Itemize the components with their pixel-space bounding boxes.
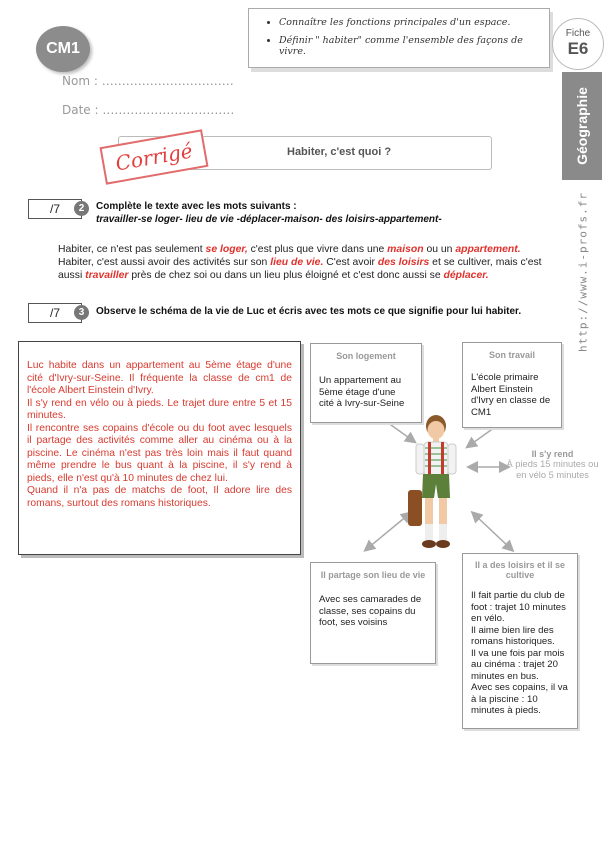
- answer-2: maison: [387, 244, 424, 255]
- box-travail: [462, 342, 562, 428]
- answer-5: des loisirs: [377, 257, 430, 268]
- answer-4: lieu de vie.: [270, 257, 324, 268]
- answer-3: appartement.: [455, 244, 521, 255]
- loisirs-item: Il va une fois par mois au cinéma : trajet 20 minutes en bus.: [471, 647, 565, 682]
- story-paragraph-1: Luc habite dans un appartement au 5ème étage d'une cité d'Ivry-sur-Seine. Il fréquente la classe de cm1 de l'école Albert Einstein d'Ivry.: [27, 360, 292, 396]
- partage-title: Il partage son lieu de vie: [320, 570, 426, 580]
- level-badge: CM1: [36, 26, 90, 72]
- rend-label: [505, 449, 600, 481]
- story-paragraph-3: Il rencontre ses copains d'école ou du foot avec lesquels il partage des activités comme aller au cinéma ou à la piscine. Le cinéma n'est pas très loin mais il faut quand même prendre le bus quant à la piscine, il s'y rend à pieds, elle n'est qu'à 10 minutes de chez lui.: [27, 422, 292, 484]
- box-loisirs: [462, 553, 578, 729]
- fiche-code: E6: [567, 39, 589, 58]
- corrige-stamp: Corrigé: [99, 129, 208, 184]
- arrow-partage: [368, 515, 408, 548]
- loisirs-item: Il aime bien lire des romans historiques.: [471, 624, 555, 647]
- ex2-paragraph: [58, 243, 553, 282]
- date-line: [62, 103, 234, 117]
- story-paragraph-4: Quand il n'a pas de matchs de foot, Il adore lire des romans, surtout des romans historiques.: [27, 485, 292, 509]
- text-s2a: Habiter, c'est aussi avoir des activités sur son: [58, 257, 271, 268]
- name-line: [62, 74, 234, 88]
- answer-6: travailler: [85, 270, 129, 281]
- objectives-box: [248, 8, 550, 68]
- ex2-score-box[interactable]: /7: [28, 199, 82, 219]
- ex2-instruction: Complète le texte avec les mots suivants :: [96, 201, 297, 212]
- subject-tab: [562, 72, 602, 180]
- name-label: Nom :: [62, 74, 98, 88]
- loisirs-text: [471, 590, 569, 717]
- ex3-instruction: Observe le schéma de la vie de Luc et écris avec tes mots ce que signifie pour lui habiter.: [96, 306, 522, 317]
- ex2-number-icon: 2: [74, 201, 89, 216]
- subject-label: Géographie: [574, 87, 590, 165]
- boy-illustration: [408, 412, 464, 554]
- text-s2c: et se cultiver, mais c'est aussi: [58, 257, 542, 281]
- fiche-label: Fiche: [565, 28, 591, 39]
- ex3-score-box[interactable]: /7: [28, 303, 82, 323]
- arrow-loisirs: [475, 515, 510, 548]
- name-dots[interactable]: ……………………………: [101, 74, 234, 88]
- fiche-badge: [552, 18, 604, 70]
- text-s1a: Habiter, ce n'est pas seulement: [58, 244, 206, 255]
- text-s1b: c'est plus que vivre dans une: [247, 244, 388, 255]
- story-box: [18, 341, 301, 555]
- answer-1: se loger,: [205, 244, 248, 255]
- logement-title: Son logement: [336, 351, 396, 361]
- loisirs-title: Il a des loisirs et il se cultive: [474, 560, 566, 580]
- text-s1c: ou un: [423, 244, 456, 255]
- date-dots[interactable]: ……………………………: [102, 103, 235, 117]
- text-s2b: C'est avoir: [323, 257, 378, 268]
- text-s2d: près de chez soi ou dans un lieu plus éloigné et c'est donc aussi se: [128, 270, 444, 281]
- ex2-words: travailler-se loger- lieu de vie -déplacer-maison- des loisirs-appartement-: [96, 214, 442, 225]
- page-title: Habiter, c'est quoi ?: [287, 146, 392, 158]
- rend-text: À pieds 15 minutes ou en vélo 5 minutes: [506, 459, 599, 480]
- rend-title: Il s'y rend: [531, 449, 574, 459]
- ex3-number-icon: 3: [74, 305, 89, 320]
- box-logement: [310, 343, 422, 423]
- logement-text: Un appartement au 5ème étage d'une cité à Ivry-sur-Seine: [319, 375, 405, 409]
- loisirs-item: Il fait partie du club de foot : trajet 10 minutes en vélo.: [471, 590, 566, 624]
- partage-text: Avec ses camarades de classe, ses copains du foot, ses voisins: [319, 594, 422, 628]
- objective-1: • Connaître les fonctions principales d'un espace.: [279, 17, 549, 28]
- date-label: Date :: [62, 103, 99, 117]
- travail-title: Son travail: [488, 350, 535, 360]
- answer-7: déplacer.: [443, 270, 489, 281]
- website-text[interactable]: http://www.i-profs.fr: [576, 191, 590, 353]
- objective-2: • Définir " habiter" comme l'ensemble des façons de vivre.: [279, 35, 549, 57]
- loisirs-item: Avec ses copains, il va à la piscine : 10 minutes à pieds.: [471, 682, 568, 716]
- story-paragraph-2: Il s'y rend en vélo ou à pieds. Le trajet dure entre 5 et 15 minutes.: [27, 397, 292, 421]
- box-partage: [310, 562, 436, 664]
- travail-text: L'école primaire Albert Einstein d'Ivry en classe de CM1: [471, 372, 551, 418]
